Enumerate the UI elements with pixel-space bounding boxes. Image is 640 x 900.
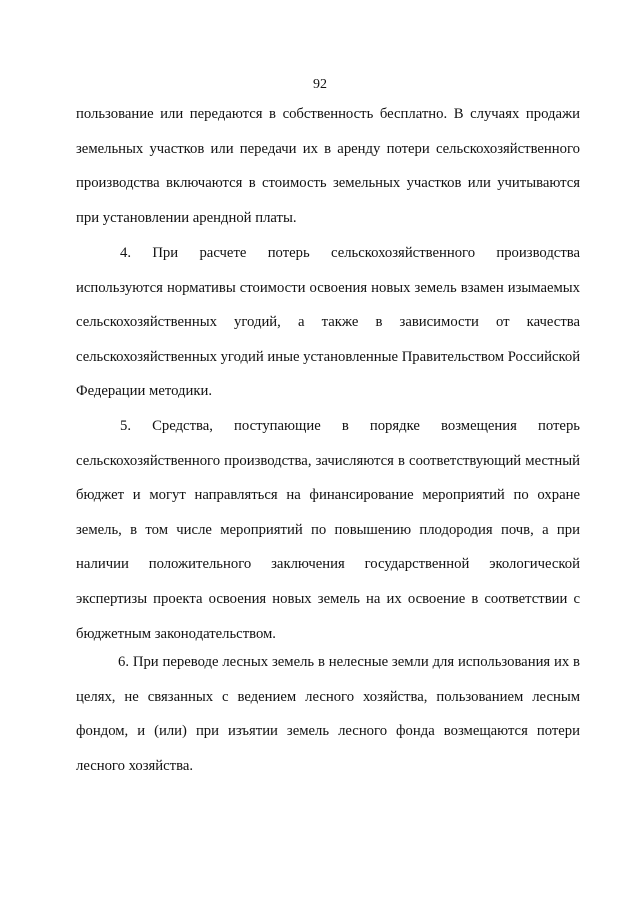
text-line: 4. При расчете потерь сельскохозяйственного производства xyxy=(120,245,580,261)
text-line: бюджет и могут направляться на финансирование мероприятий по охране xyxy=(76,487,580,504)
text-line: лесного хозяйства. xyxy=(76,757,194,774)
text-line: земельных участков или передачи их в аренду потери сельскохозяйственного xyxy=(76,140,580,157)
text-line: при установлении арендной платы. xyxy=(76,209,297,226)
text-line: наличии положительного заключения государственной экологической xyxy=(76,556,580,573)
text-line: фондом, и (или) при изъятии земель лесного фонда возмещаются потери xyxy=(76,723,580,740)
paragraph-continuation xyxy=(76,97,580,235)
text-line: экспертизы проекта освоения новых земель на их освоение в соответствии с xyxy=(76,590,580,607)
paragraph-item-4 xyxy=(76,236,580,409)
text-line: земель, в том числе мероприятий по повышению плодородия почв, а при xyxy=(76,521,580,538)
text-line: целях, не связанных с ведением лесного хозяйства, пользованием лесным xyxy=(76,688,580,705)
text-line: сельскохозяйственных угодий иные установленные Правительством Российской xyxy=(76,348,581,365)
text-line: 5. Средства, поступающие в порядке возмещения потерь xyxy=(120,418,580,434)
text-line: пользование или передаются в собственность бесплатно. В случаях продажи xyxy=(76,106,580,122)
text-line: используются нормативы стоимости освоения новых земель взамен изымаемых xyxy=(76,279,580,296)
text-line: Федерации методики. xyxy=(76,383,212,400)
text-line: производства включаются в стоимость земельных участков или учитываются xyxy=(76,175,580,192)
text-line: 6. При переводе лесных земель в нелесные земли для использования их в xyxy=(118,654,580,670)
text-line: сельскохозяйственных угодий, а также в зависимости от качества xyxy=(76,314,580,331)
page-number: 92 xyxy=(313,77,327,92)
paragraph-item-5 xyxy=(76,409,580,651)
paragraph-item-6 xyxy=(76,645,580,783)
text-line: сельскохозяйственного производства, зачисляются в соответствующий местный xyxy=(76,452,580,469)
text-line: бюджетным законодательством. xyxy=(76,625,276,642)
